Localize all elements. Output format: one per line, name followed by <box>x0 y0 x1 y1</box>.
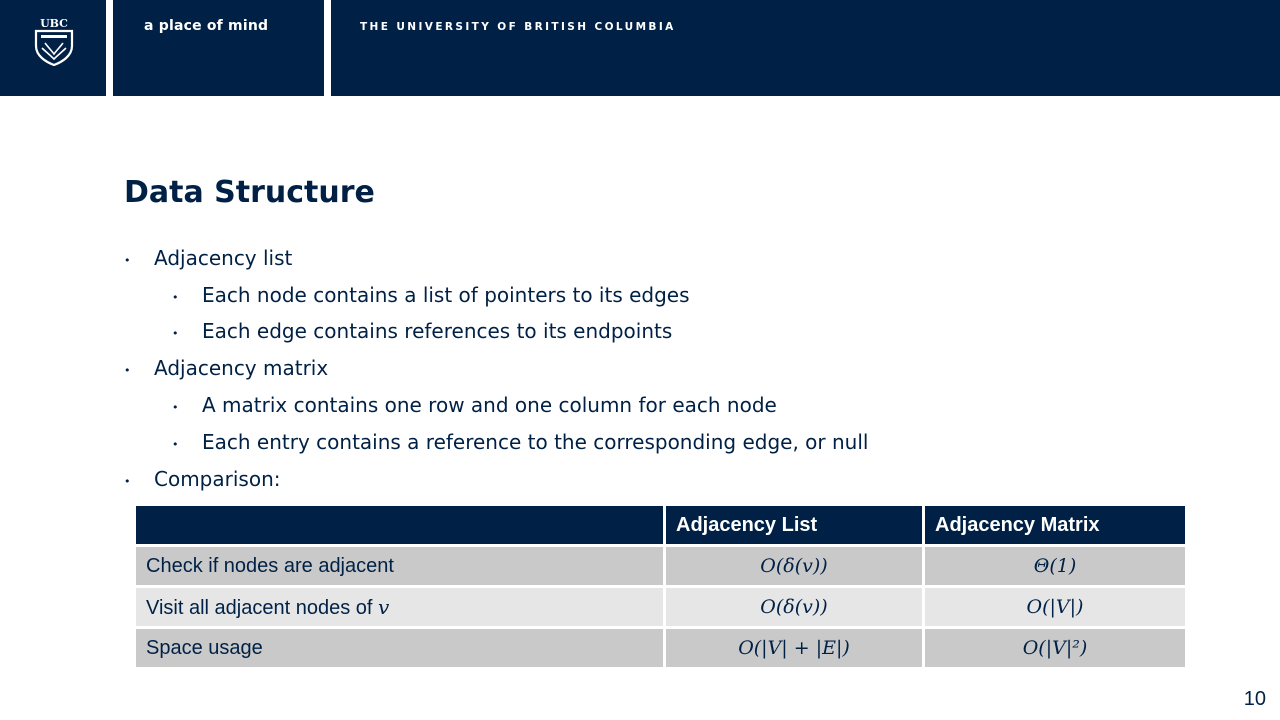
table-cell-list: O(δ(v)) <box>665 546 924 587</box>
table-cell-list: O(δ(v)) <box>665 587 924 628</box>
bullet-icon: • <box>172 327 179 340</box>
bullet-icon: • <box>124 364 131 377</box>
table-cell-matrix: O(|V|) <box>924 587 1187 628</box>
table-row <box>135 546 1187 587</box>
sub-bullet-item <box>172 283 690 307</box>
bullet-text: Each node contains a list of pointers to its edges <box>202 283 690 307</box>
ubc-crest-icon <box>32 16 76 66</box>
table-row-label <box>135 628 665 669</box>
sub-bullet-item <box>172 393 777 417</box>
bullet-icon: • <box>172 291 179 304</box>
university-name: THE UNIVERSITY OF BRITISH COLUMBIA <box>360 21 676 33</box>
tagline: a place of mind <box>144 18 269 34</box>
bullet-text: Each entry contains a reference to the corresponding edge, or null <box>202 430 869 454</box>
row-label-text: Space usage <box>146 636 263 659</box>
sub-bullet-item <box>172 430 869 454</box>
logo-text: UBC <box>40 17 68 30</box>
bullet-text: Comparison: <box>154 467 281 491</box>
table-header-row <box>135 505 1187 546</box>
bullet-text: Each edge contains references to its endpoints <box>202 319 673 343</box>
bullet-item <box>124 356 329 380</box>
table-header-cell: Adjacency Matrix <box>924 505 1187 546</box>
table-row <box>135 628 1187 669</box>
bullet-text: Adjacency matrix <box>154 356 329 380</box>
table-cell-matrix: Θ(1) <box>924 546 1187 587</box>
header-university-block <box>331 0 1280 96</box>
page-number: 10 <box>1243 688 1266 710</box>
row-label-variable: v <box>378 594 390 619</box>
header-tagline-block <box>113 0 324 96</box>
bullet-icon: • <box>172 401 179 414</box>
table-header-cell: Adjacency List <box>665 505 924 546</box>
bullet-item <box>124 246 293 270</box>
header-bar <box>0 0 1280 96</box>
row-label-text: Visit all adjacent nodes of <box>146 596 379 619</box>
bullet-text: Adjacency list <box>154 246 293 270</box>
bullet-icon: • <box>172 438 179 451</box>
table-header-cell <box>135 505 665 546</box>
bullet-icon: • <box>124 254 131 267</box>
table-row-label <box>135 546 665 587</box>
table-cell-list: O(|V| + |E|) <box>665 628 924 669</box>
table-row <box>135 587 1187 628</box>
table-cell-matrix: O(|V|²) <box>924 628 1187 669</box>
bullet-icon: • <box>124 475 131 488</box>
sub-bullet-item <box>172 319 673 343</box>
table-row-label <box>135 587 665 628</box>
header-logo-block <box>0 0 106 96</box>
bullet-item <box>124 467 281 491</box>
row-label-text: Check if nodes are adjacent <box>146 554 394 577</box>
comparison-table <box>133 503 1188 670</box>
bullet-text: A matrix contains one row and one column for each node <box>202 393 777 417</box>
slide-title: Data Structure <box>124 175 375 210</box>
